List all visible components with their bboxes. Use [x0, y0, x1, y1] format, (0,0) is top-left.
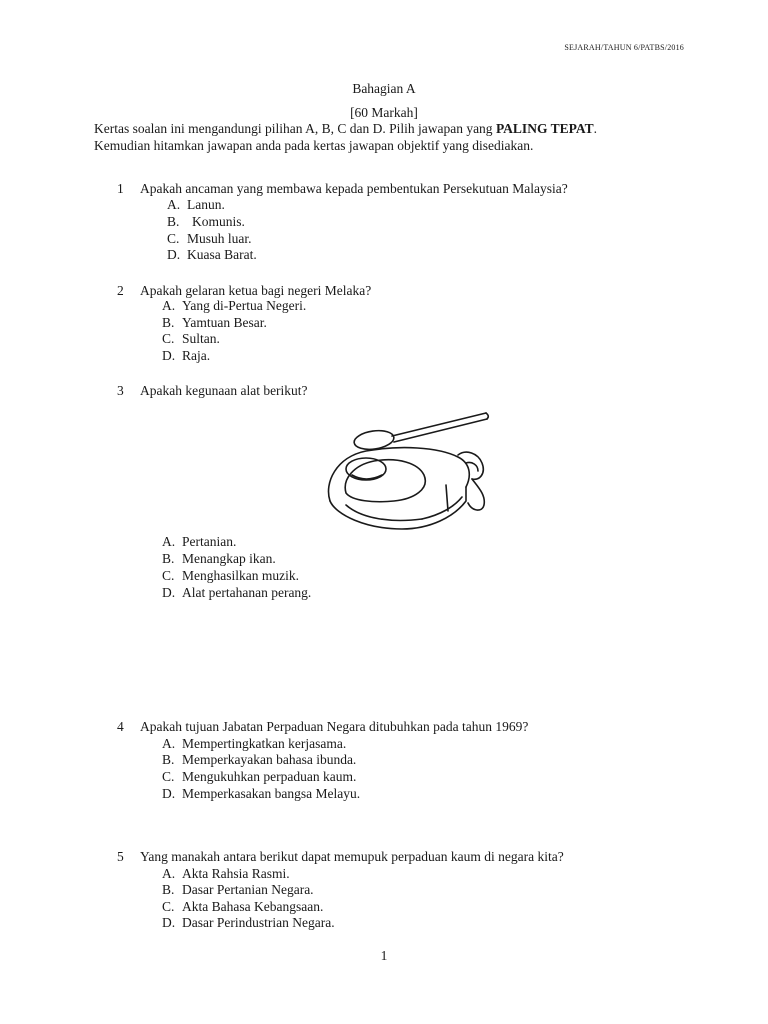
option-letter: A. — [162, 866, 176, 881]
exam-code-header: SEJARAH/TAHUN 6/PATBS/2016 — [564, 43, 684, 52]
instructions-line-2: Kemudian hitamkan jawapan anda pada kertas jawapan objektif yang disediakan. — [94, 138, 534, 153]
option-text: Mempertingkatkan kerjasama. — [182, 736, 347, 751]
option-letter: B. — [162, 315, 175, 330]
option-text: Raja. — [182, 348, 211, 363]
option-b[interactable] — [162, 752, 356, 769]
option-letter: C. — [162, 331, 175, 346]
option-letter: D. — [162, 915, 176, 930]
instructions-line-1 — [94, 121, 714, 138]
option-text: Musuh luar. — [187, 231, 252, 246]
instructions-period: . — [593, 121, 597, 136]
option-letter: D. — [162, 786, 176, 801]
option-text: Dasar Perindustrian Negara. — [182, 915, 335, 930]
question-number: 2 — [117, 283, 124, 298]
option-letter: C. — [162, 899, 175, 914]
option-letter: B. — [167, 214, 180, 229]
question-number: 4 — [117, 719, 124, 734]
option-text: Mengukuhkan perpaduan kaum. — [182, 769, 357, 784]
option-text: Yamtuan Besar. — [182, 315, 267, 330]
option-letter: D. — [162, 585, 176, 600]
option-text: Memperkayakan bahasa ibunda. — [182, 752, 357, 767]
option-text: Pertanian. — [182, 534, 237, 549]
option-a[interactable] — [162, 866, 290, 883]
option-letter: A. — [162, 298, 176, 313]
option-b[interactable] — [162, 551, 276, 568]
question-text: Apakah kegunaan alat berikut? — [140, 383, 308, 398]
question-number: 1 — [117, 181, 124, 196]
option-b[interactable] — [162, 882, 314, 899]
question-text: Apakah ancaman yang membawa kepada pembentukan Persekutuan Malaysia? — [140, 181, 568, 196]
option-letter: C. — [167, 231, 180, 246]
option-a[interactable] — [162, 736, 346, 753]
option-c[interactable] — [162, 769, 356, 786]
question-text: Apakah tujuan Jabatan Perpaduan Negara ditubuhkan pada tahun 1969? — [140, 719, 529, 734]
instructions-text: Kertas soalan ini mengandungi pilihan A, B, C dan D. Pilih jawapan yang — [94, 121, 496, 136]
question-text: Apakah gelaran ketua bagi negeri Melaka? — [140, 283, 372, 298]
option-text: Alat pertahanan perang. — [182, 585, 312, 600]
option-b[interactable] — [167, 214, 245, 231]
question-text: Yang manakah antara berikut dapat memupuk perpaduan kaum di negara kita? — [140, 849, 564, 864]
option-d[interactable] — [162, 786, 360, 803]
option-text: Lanun. — [187, 197, 225, 212]
option-a[interactable] — [162, 534, 236, 551]
option-letter: D. — [167, 247, 181, 262]
section-title: Bahagian A — [352, 81, 416, 96]
option-text: Kuasa Barat. — [187, 247, 257, 262]
option-letter: D. — [162, 348, 176, 363]
option-text: Memperkasakan bangsa Melayu. — [182, 786, 361, 801]
option-letter: A. — [167, 197, 181, 212]
option-d[interactable] — [162, 915, 335, 932]
option-letter: A. — [162, 534, 176, 549]
option-text: Yang di-Pertua Negeri. — [182, 298, 307, 313]
option-c[interactable] — [162, 568, 299, 585]
option-letter: B. — [162, 882, 175, 897]
option-letter: C. — [162, 769, 175, 784]
option-text: Menghasilkan muzik. — [182, 568, 299, 583]
section-marks: [60 Markah] — [350, 105, 418, 120]
option-d[interactable] — [162, 348, 210, 365]
gong-icon — [322, 405, 494, 535]
option-c[interactable] — [162, 331, 220, 348]
option-c[interactable] — [162, 899, 323, 916]
option-letter: A. — [162, 736, 176, 751]
option-d[interactable] — [162, 585, 311, 602]
option-a[interactable] — [167, 197, 225, 214]
question-number: 5 — [117, 849, 124, 864]
page-number: 1 — [380, 948, 388, 963]
option-letter: B. — [162, 752, 175, 767]
option-c[interactable] — [167, 231, 252, 248]
option-text: Menangkap ikan. — [182, 551, 276, 566]
option-d[interactable] — [167, 247, 257, 264]
option-text: Sultan. — [182, 331, 220, 346]
option-letter: B. — [162, 551, 175, 566]
option-a[interactable] — [162, 298, 306, 315]
question-number: 3 — [117, 383, 124, 398]
option-b[interactable] — [162, 315, 267, 332]
option-letter: C. — [162, 568, 175, 583]
option-text: Dasar Pertanian Negara. — [182, 882, 314, 897]
option-text: Komunis. — [192, 214, 245, 229]
instructions-emphasis: PALING TEPAT — [495, 121, 594, 136]
option-text: Akta Bahasa Kebangsaan. — [182, 899, 324, 914]
option-text: Akta Rahsia Rasmi. — [182, 866, 290, 881]
